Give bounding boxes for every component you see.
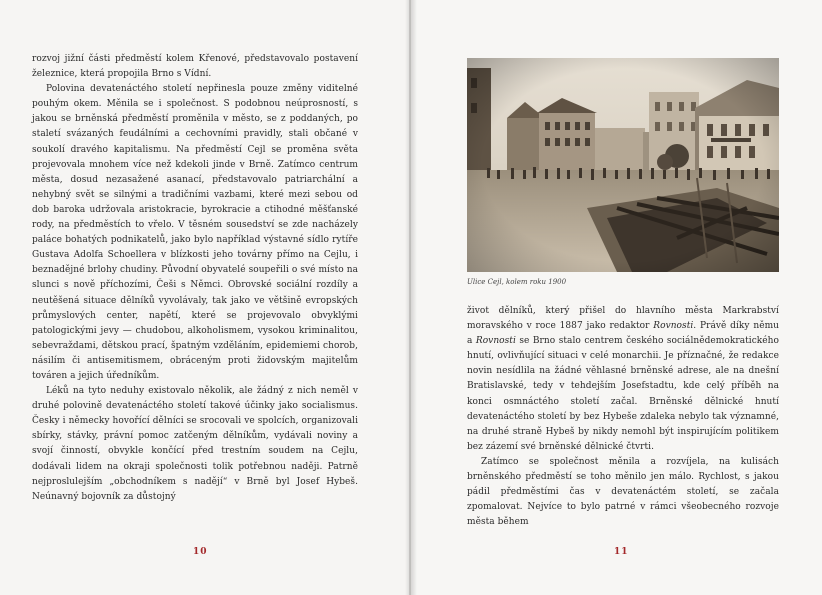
photo-caption: Ulice Cejl, kolem roku 1900 [467, 278, 567, 286]
left-page-text [32, 52, 358, 505]
paragraph [467, 304, 779, 455]
italic-text: Rovnosti [475, 336, 516, 347]
historic-street-photo [467, 58, 779, 272]
paragraph [32, 52, 358, 82]
italic-text: Rovnosti [653, 321, 694, 332]
text-run: Zatímco se společnost měnila a rozvíjela, na kulisách brněnského předměstí se toho měnilo jen málo. Rychlost, s jakou pádil předměstími čas v devatenáctém století, se začala zpomalovat. Nejvíce to bylo patrné v rámci všeobecného rozvoje města během [467, 456, 779, 528]
text-run: rozvoj jižní části předměstí kolem Křenové, představovalo postavení železnice, která propojila Brno s Vídní. [32, 54, 358, 80]
text-run: život dělníků, který přišel do hlavního města Markrabství moravského v roce 1887 jako redaktor [467, 306, 779, 332]
text-run: . Právě díky němu a [467, 321, 780, 347]
text-run: Léků na tyto neduhy existovalo několik, ale žádný z nich neměl v druhé polovině devatenáctého století takové účinky jako socialismus. Česky i německy hovořící dělníci se srocovali ve spolcích, organizovali sbírky, stávky, právní pomoc zatčeným dělníkům, vydávali noviny a svojí činností, obvykle končící před trestním soudem na Cejlu, dodávali lidem na okraji společnosti tolik potřebnou naději. Patrně nejproslulejším „obchodníkem s nadějí“ v Brně byl Josef Hybeš. Neúnavný bojovník za důstojný [32, 386, 358, 502]
paragraph [32, 82, 358, 384]
text-run: se Brno stalo centrem českého sociálnědemokratického hnutí, ovlivňující situaci v celé monarchii. Je příznačné, že redakce novin nesídlila na žádné věhlasné brněnské adrese, ale na dnešní Bratislavské, tedy v tehdejším Josefstadtu, kde celý příběh na konci osmnáctého století začal. Brněnské dělnické hnutí devatenáctého století by bez Hybeše zdaleka nebylo tak významné, na druhé straně Hybeš by nikdy nemohl být inspirujícím politikem bez zázemí své brněnské dělnické čtvrti. [467, 336, 779, 452]
paragraph [32, 384, 358, 505]
book-gutter [405, 0, 417, 595]
page-number-right: 11 [614, 547, 629, 557]
page-number-left: 10 [193, 547, 208, 557]
text-run: Polovina devatenáctého století nepřinesla pouze změny viditelné pouhým okem. Měnila se i společnost. S podobnou neúprosností, s jakou se brněnská předměstí proměnila v město, se z poddaných, po staletí svázaných feudálními a cechovními pravidly, stali občané v soukolí dravého kapitalismu. Na předměstí Cejl se proměna světa projevovala mnohem více než kdekoli jinde v Brně. Zatímco centrum města, dosud nezasažené asanací, představovalo patriarchální a nehybný svět se silnými a tradičními vazbami, které mezi sebou od dob baroka udržovala aristokracie, byrokracie a ctihodné měšťanské rody, na předměstích to vřelo. V těsném sousedství se zde nacházely paláce bohatých podnikatelů, jako bylo například výstavné sídlo rytíře Gustava Adolfa Schoellera v blízkosti jeho továrny přímo na Cejlu, i beznadějné brlohy chudiny. Původní obyvatelé soupeřili o své místo na slunci s nově příchozími, Češi s Němci. Obrovské sociální rozdíly a neutěšená situace dělníků vyvolávaly, tak jako ve většině evropských průmyslových center, napětí, které se projevovalo obvyklými patologickými jevy — chudobou, alkoholismem, vysokou kriminalitou, sebevraždami, dětskou prací, špatným vzděláním, epidemiemi chorob, násilím či antisemitismem, obráceným proti židovským majitelům továren a jejich úředníkům. [32, 84, 358, 381]
right-page-text [467, 304, 779, 530]
paragraph [467, 455, 779, 530]
